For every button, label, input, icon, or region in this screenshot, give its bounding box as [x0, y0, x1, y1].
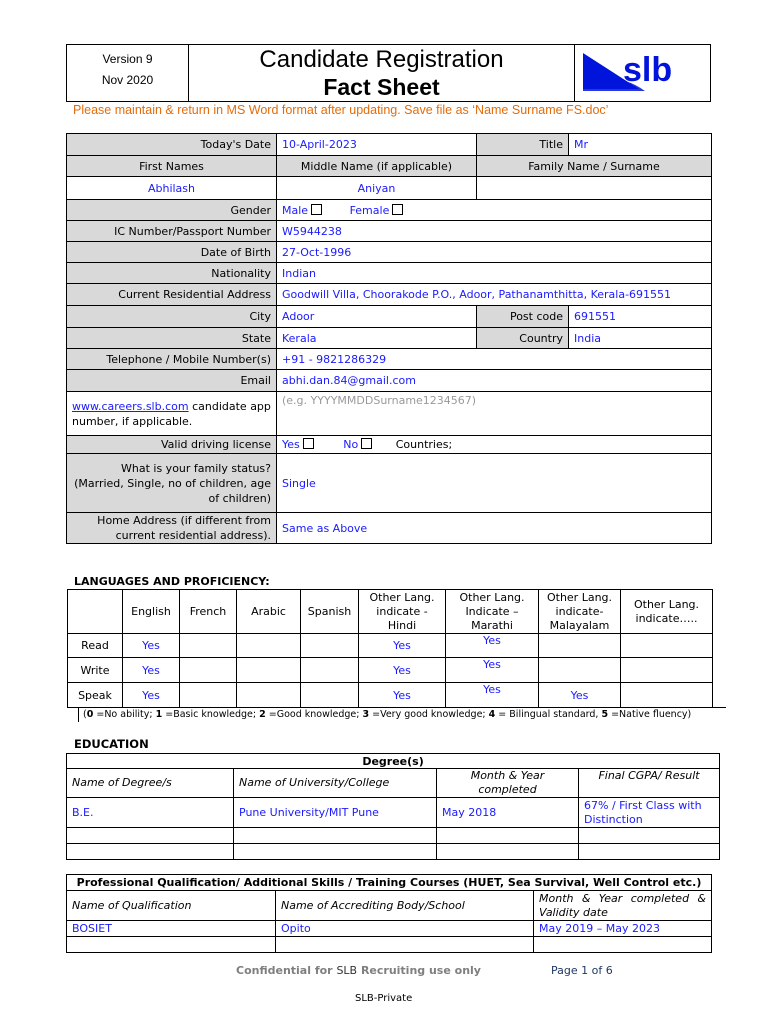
confidential-slb: SLB: [336, 964, 358, 977]
phone-label: Telephone / Mobile Number(s): [67, 349, 277, 370]
first-name-field[interactable]: Abhilash: [67, 177, 277, 200]
female-checkbox[interactable]: [392, 204, 403, 215]
page-number: Page 1 of 6: [551, 964, 613, 977]
proficiency-cell[interactable]: [621, 683, 713, 708]
proficiency-cell[interactable]: [301, 634, 359, 658]
countries-label: Countries;: [395, 438, 453, 451]
dob-field[interactable]: 27-Oct-1996: [277, 242, 712, 263]
professional-title: Professional Qualification/ Additional Skills / Training Courses (HUET, Sea Survival, Well Control etc.): [67, 875, 712, 891]
document-header: [66, 44, 711, 102]
male-option-label: Male: [282, 203, 309, 217]
phone-field[interactable]: +91 - 9821286329: [277, 349, 712, 370]
legend-level: 5: [601, 709, 609, 720]
document-title: [189, 45, 575, 101]
home-address-field[interactable]: Same as Above: [277, 513, 712, 544]
city-field[interactable]: Adoor: [277, 306, 477, 328]
confidential-pre: Confidential for: [236, 964, 337, 977]
state-field[interactable]: Kerala: [277, 328, 477, 349]
proficiency-cell[interactable]: Yes: [446, 683, 539, 708]
nationality-label: Nationality: [67, 263, 277, 284]
proficiency-row-label: Write: [68, 658, 123, 683]
legend-open-paren: (: [83, 709, 87, 720]
country-label: Country: [477, 328, 569, 349]
education-cell[interactable]: B.E.: [67, 798, 234, 828]
female-option-label: Female: [349, 203, 390, 217]
slb-logo-icon: [575, 45, 710, 101]
legend-description: =Basic knowledge;: [162, 709, 260, 720]
todays-date-label: Today's Date: [67, 134, 277, 156]
qualification-cell[interactable]: [534, 937, 712, 953]
postcode-label: Post code: [477, 306, 569, 328]
title-line-1: Candidate Registration: [259, 46, 504, 73]
family-status-label: What is your family status? (Married, Single, no of children, age of children): [67, 454, 277, 513]
education-cell[interactable]: May 2018: [437, 798, 579, 828]
version-box: [67, 45, 189, 101]
proficiency-cell[interactable]: [180, 634, 237, 658]
education-cell[interactable]: [67, 828, 234, 844]
careers-app-number-field[interactable]: (e.g. YYYYMMDDSurname1234567): [277, 392, 712, 436]
country-field[interactable]: India: [569, 328, 712, 349]
state-label: State: [67, 328, 277, 349]
personal-details-table: [66, 133, 712, 544]
driving-field: [277, 436, 712, 454]
proficiency-cell[interactable]: [539, 658, 621, 683]
instruction-note: Please maintain & return in MS Word format after updating. Save file as ‘Name Surname FS.doc’: [73, 103, 609, 117]
education-cell[interactable]: [437, 844, 579, 860]
dob-label: Date of Birth: [67, 242, 277, 263]
proficiency-cell[interactable]: [539, 634, 621, 658]
education-cell[interactable]: [67, 844, 234, 860]
address-label: Current Residential Address: [67, 284, 277, 306]
nationality-field[interactable]: Indian: [277, 263, 712, 284]
education-column-header: Name of Degree/s: [67, 769, 234, 798]
email-field[interactable]: abhi.dan.84@gmail.com: [277, 370, 712, 392]
qualification-column-header: Month & Year completed & Validity date: [534, 891, 712, 921]
driving-label: Valid driving license: [67, 436, 277, 454]
version-date: Nov 2020: [101, 73, 154, 87]
classification-label: SLB-Private: [355, 993, 413, 1004]
ic-label: IC Number/Passport Number: [67, 221, 277, 242]
city-label: City: [67, 306, 277, 328]
logo-text: slb: [623, 51, 673, 89]
middle-name-label: Middle Name (if applicable): [277, 156, 477, 177]
legend-description: =Good knowledge;: [265, 709, 363, 720]
driving-no-checkbox[interactable]: [361, 438, 372, 449]
driving-yes-label: Yes: [282, 438, 300, 451]
proficiency-cell[interactable]: [621, 658, 713, 683]
legend-level: 4: [488, 709, 496, 720]
proficiency-cell[interactable]: [301, 658, 359, 683]
education-cell[interactable]: [437, 828, 579, 844]
languages-heading: LANGUAGES AND PROFICIENCY:: [74, 575, 270, 588]
proficiency-cell[interactable]: [237, 658, 301, 683]
family-name-label: Family Name / Surname: [477, 156, 712, 177]
education-heading: EDUCATION: [74, 737, 149, 751]
proficiency-row-label: Read: [68, 634, 123, 658]
proficiency-row-label: Speak: [68, 683, 123, 708]
title-field[interactable]: Mr: [569, 134, 712, 156]
proficiency-cell[interactable]: Yes: [123, 683, 180, 708]
proficiency-cell[interactable]: [237, 634, 301, 658]
languages-table: [67, 589, 713, 708]
education-column-header: Name of University/College: [234, 769, 437, 798]
gender-field: [277, 200, 712, 221]
proficiency-cell[interactable]: [237, 683, 301, 708]
proficiency-cell[interactable]: Yes: [446, 634, 539, 658]
language-column-header: Other Lang. indicate- Malayalam: [539, 590, 621, 634]
legend-level: 1: [155, 709, 163, 720]
education-cell[interactable]: [579, 828, 720, 844]
qualification-cell[interactable]: BOSIET: [67, 921, 276, 937]
education-table: [66, 753, 720, 860]
address-field[interactable]: Goodwill Villa, Choorakode P.O., Adoor, Pathanamthitta, Kerala-691551: [277, 284, 712, 306]
language-column-header: French: [180, 590, 237, 634]
legend-description: =Very good knowledge;: [369, 709, 489, 720]
confidential-post: Recruiting use only: [357, 964, 481, 977]
qualification-cell[interactable]: May 2019 – May 2023: [534, 921, 712, 937]
legend-level: 3: [362, 709, 370, 720]
qualification-column-header: Name of Qualification: [67, 891, 276, 921]
driving-yes-checkbox[interactable]: [303, 438, 314, 449]
title-label: Title: [477, 134, 569, 156]
email-label: Email: [67, 370, 277, 392]
slb-logo: [575, 45, 710, 101]
education-cell[interactable]: [234, 844, 437, 860]
professional-qualifications-table: [66, 874, 712, 953]
languages-corner-cell: [68, 590, 123, 634]
first-names-label: First Names: [67, 156, 277, 177]
middle-name-field[interactable]: Aniyan: [277, 177, 477, 200]
proficiency-cell[interactable]: Yes: [359, 658, 446, 683]
proficiency-cell[interactable]: [180, 683, 237, 708]
education-column-header: Month & Year completed: [437, 769, 579, 798]
language-column-header: English: [123, 590, 180, 634]
proficiency-cell[interactable]: Yes: [123, 658, 180, 683]
language-column-header: Arabic: [237, 590, 301, 634]
education-cell[interactable]: [234, 828, 437, 844]
language-column-header: Other Lang. indicate - Hindi: [359, 590, 446, 634]
careers-link[interactable]: www.careers.slb.com: [72, 399, 189, 413]
proficiency-cell[interactable]: Yes: [359, 683, 446, 708]
legend-description: =Native fluency): [608, 709, 692, 720]
legend-level: 0: [86, 709, 94, 720]
education-cell[interactable]: 67% / First Class with Distinction: [579, 798, 720, 828]
careers-label: [67, 392, 277, 436]
language-column-header: Other Lang. Indicate – Marathi: [446, 590, 539, 634]
proficiency-cell[interactable]: Yes: [539, 683, 621, 708]
male-checkbox[interactable]: [311, 204, 322, 215]
family-name-field[interactable]: [477, 177, 712, 200]
gender-label: Gender: [67, 200, 277, 221]
proficiency-cell[interactable]: Yes: [446, 658, 539, 683]
careers-label-text: candidate app number, if applicable.: [72, 399, 271, 428]
degrees-title: Degree(s): [67, 754, 720, 769]
legend-level: 2: [259, 709, 266, 720]
proficiency-legend: [78, 707, 726, 722]
home-address-label: Home Address (if different from current residential address).: [67, 513, 277, 544]
education-cell[interactable]: [579, 844, 720, 860]
proficiency-cell[interactable]: Yes: [123, 634, 180, 658]
ic-field[interactable]: W5944238: [277, 221, 712, 242]
confidential-notice: [236, 964, 481, 977]
todays-date-field[interactable]: 10-April-2023: [277, 134, 477, 156]
title-line-2: Fact Sheet: [323, 74, 440, 100]
proficiency-cell[interactable]: Yes: [359, 634, 446, 658]
language-column-header: Spanish: [301, 590, 359, 634]
proficiency-cell[interactable]: [180, 658, 237, 683]
education-cell[interactable]: Pune University/MIT Pune: [234, 798, 437, 828]
legend-description: =No ability;: [93, 709, 156, 720]
education-column-header: Final CGPA/ Result: [579, 769, 720, 798]
qualification-column-header: Name of Accrediting Body/School: [276, 891, 534, 921]
qualification-cell[interactable]: Opito: [276, 921, 534, 937]
proficiency-cell[interactable]: [301, 683, 359, 708]
driving-no-label: No: [343, 438, 359, 451]
qualification-cell[interactable]: [67, 937, 276, 953]
qualification-cell[interactable]: [276, 937, 534, 953]
legend-description: = Bilingual standard,: [495, 709, 602, 720]
version-label: Version 9: [102, 52, 153, 66]
family-status-field[interactable]: Single: [277, 454, 712, 513]
proficiency-cell[interactable]: [621, 634, 713, 658]
postcode-field[interactable]: 691551: [569, 306, 712, 328]
language-column-header: Other Lang. indicate…..: [621, 590, 713, 634]
